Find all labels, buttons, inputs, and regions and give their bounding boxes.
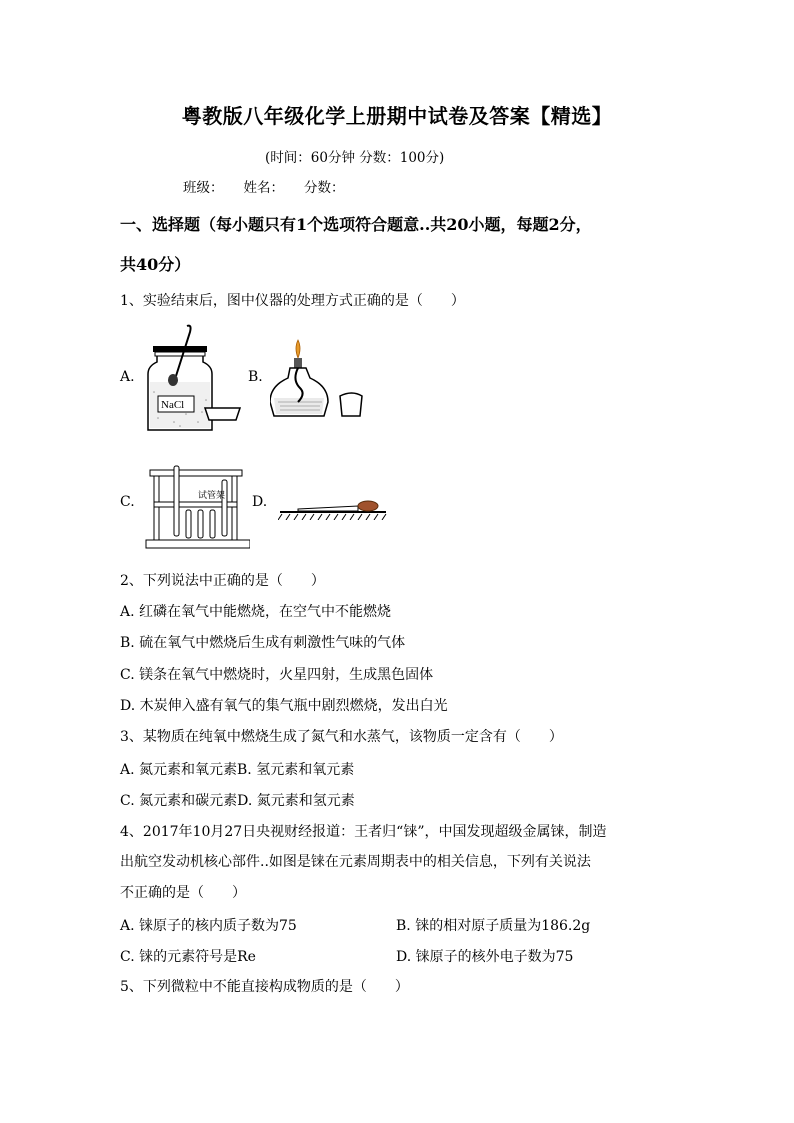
test-tube-rack-figure [140, 462, 250, 554]
dropper-on-table-figure [278, 494, 388, 520]
question-4-stem-line1: 4、2017年10月27日央视财经报道：王者归“铼”，中国发现超级金属铼，制造 [120, 824, 607, 840]
score-label: 分数： [304, 180, 345, 196]
question-4-option-a: A. 铼原子的核内质子数为75 [120, 918, 297, 934]
question-5-stem: 5、下列微粒中不能直接构成物质的是（ ） [120, 979, 409, 995]
question-3-options-ab: A. 氮元素和氧元素B. 氢元素和氧元素 [120, 762, 355, 778]
question-4-option-d: D. 铼原子的核外电子数为75 [396, 949, 574, 965]
question-2-option-a: A. 红磷在氧气中能燃烧，在空气中不能燃烧 [120, 604, 392, 620]
question-3-options-cd: C. 氮元素和碳元素D. 氮元素和氢元素 [120, 793, 355, 809]
student-info-line [183, 176, 365, 196]
section-heading-line2: 共40分） [120, 255, 191, 274]
question-1-stem: 1、实验结束后，图中仪器的处理方式正确的是（ ） [120, 293, 465, 309]
nacl-label: NaCl [161, 399, 185, 411]
option-d-label: D. [252, 494, 268, 510]
section-heading-line1: 一、选择题（每小题只有1个选项符合题意..共20小题，每题2分， [120, 215, 592, 234]
exam-info: (时间：60分钟 分数：100分) [265, 150, 445, 166]
option-a-label: A. [120, 369, 135, 385]
name-label: 姓名： [243, 180, 284, 196]
question-4-option-b: B. 铼的相对原子质量为186.2g [396, 918, 591, 934]
question-2-option-b: B. 硫在氧气中燃烧后生成有刺激性气味的气体 [120, 635, 406, 651]
reagent-bottle-figure [140, 322, 250, 434]
question-2-stem: 2、下列说法中正确的是（ ） [120, 573, 325, 589]
question-2-option-c: C. 镁条在氧气中燃烧时，火星四射，生成黑色固体 [120, 667, 434, 683]
rack-label: 试管架 [198, 491, 226, 501]
question-2-option-d: D. 木炭伸入盛有氧气的集气瓶中剧烈燃烧，发出白光 [120, 698, 448, 714]
option-c-label: C. [120, 494, 135, 510]
alcohol-lamp-figure [270, 336, 380, 426]
question-4-stem-line2: 出航空发动机核心部件..如图是铼在元素周期表中的相关信息，下列有关说法 [120, 854, 591, 870]
question-3-stem: 3、某物质在纯氧中燃烧生成了氮气和水蒸气，该物质一定含有（ ） [120, 729, 563, 745]
page-title: 粤教版八年级化学上册期中试卷及答案【精选】 [181, 104, 613, 128]
question-4-stem-line3: 不正确的是（ ） [120, 885, 246, 901]
question-4-option-c: C. 铼的元素符号是Re [120, 949, 256, 965]
option-b-label: B. [248, 369, 263, 385]
class-label: 班级： [183, 180, 224, 196]
